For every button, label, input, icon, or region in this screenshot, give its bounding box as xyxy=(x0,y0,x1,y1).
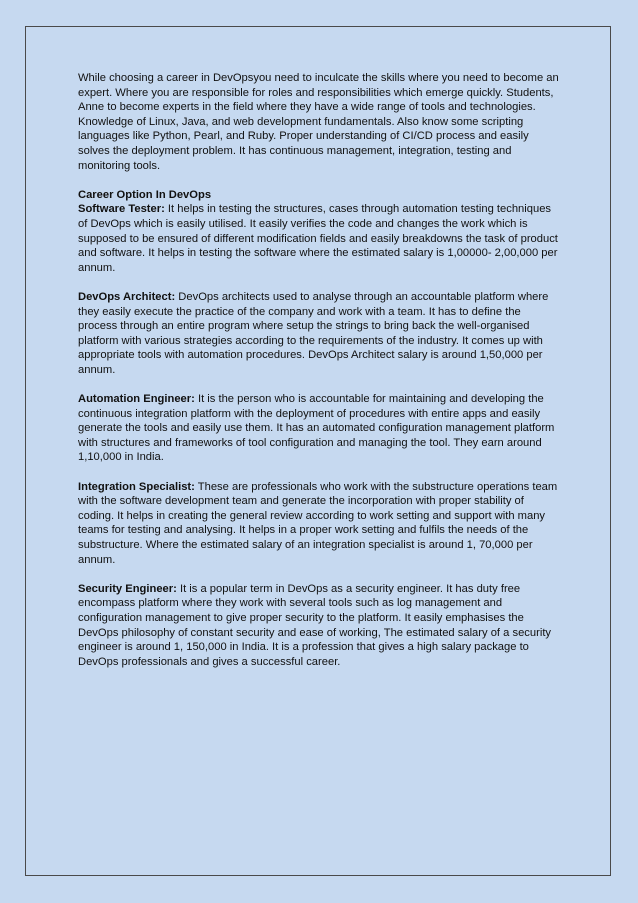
section-body: These are professionals who work with the substructure operations team with the software development team and generate the incorporation with proper stability of coding. It helps in creating the general review according to work setting and support with many teams for testing and analysing. It helps in a proper work setting and fulfils the needs of the substructure. Where the estimated salary of an integration specialist is around 1, 70,000 per annum. xyxy=(78,480,558,566)
section-software-tester xyxy=(78,202,563,275)
document-body xyxy=(78,71,563,684)
section-body: It is a popular term in DevOps as a security engineer. It has duty free encompass platform where they work with several tools such as log management and configuration management to give proper security to the platform. It easily emphasises the DevOps philosophy of constant security and ease of working, The estimated salary of a security engineer is around 1, 150,000 in India. It is a profession that gives a high salary package to DevOps professionals and gives a successful career. xyxy=(78,582,552,668)
section-title: Software Tester: xyxy=(78,203,165,216)
section-body: DevOps architects used to analyse through an accountable platform where they easily execute the practice of the company and work with a team. It has to define the process through an entire program where setup the strings to bring back the well-organised platform with various strategies according to the requirements of the industry. It comes up with appropriate tools with automation procedures. DevOps Architect salary is around 1,50,000 per annum. xyxy=(78,290,549,376)
section-title: DevOps Architect: xyxy=(78,290,176,303)
section-title: Security Engineer: xyxy=(78,582,177,595)
section-body: It helps in testing the structures, cases through automation testing techniques of DevOps which is easily utilised. It easily verifies the code and changes the work which is supposed to be ensured of different modification fields and easily breakdowns the task of product and software. It helps in testing the software where the estimated salary is 1,00000- 2,00,000 per annum. xyxy=(78,203,558,274)
section-automation-engineer xyxy=(78,392,563,465)
section-security-engineer xyxy=(78,582,563,670)
section-title: Automation Engineer: xyxy=(78,393,195,406)
section-heading: Career Option In DevOps xyxy=(78,188,212,201)
section-title: Integration Specialist: xyxy=(78,480,195,493)
intro-paragraph: While choosing a career in DevOpsyou need to inculcate the skills where you need to become an expert. Where you are responsible for roles and responsibilities which emerge quickly. Students, Anne to become experts in the field where they have a wide range of tools and technologies. Knowledge of Linux, Java, and web development fundamentals. Also know some scripting languages like Python, Pearl, and Ruby. Proper understanding of CI/CD process and easily solves the deployment problem. It has continuous management, integration, testing and monitoring tools. xyxy=(78,72,559,172)
section-integration-specialist xyxy=(78,480,563,568)
section-body: It is the person who is accountable for maintaining and developing the continuous integration platform with the deployment of procedures with entire apps and easily generate the tools and easily use them. It has an automated configuration management platform with structures and frameworks of tool configuration and managing the tool. They earn around 1,10,000 in India. xyxy=(78,393,555,464)
section-devops-architect xyxy=(78,290,563,378)
